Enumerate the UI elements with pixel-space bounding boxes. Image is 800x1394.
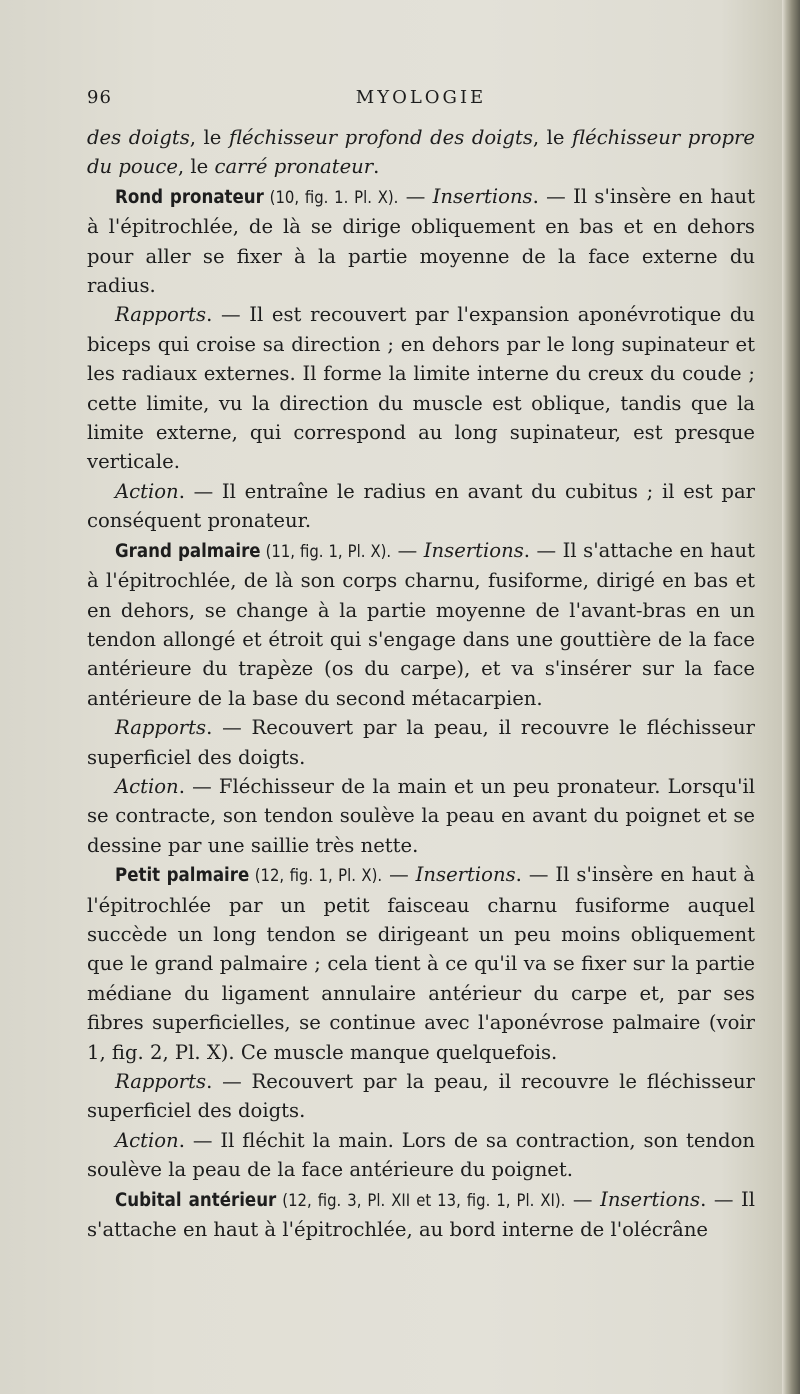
page-edge-shadow [782, 0, 800, 1394]
petit-palmaire-insertions-label: Insertions [415, 863, 516, 887]
rond-pronateur-insertions-label: Insertions [432, 184, 533, 208]
intro-text-7: carré pronateur [214, 155, 374, 179]
petit-palmaire-ref: (12, fig. 1, Pl. X). [249, 866, 383, 886]
rond-pronateur-sep: — [398, 184, 433, 208]
grand-palmaire-rapports-text: . — Recouvert par la peau, il recouvre le fléchisseur superficiel des doigts. [87, 716, 755, 769]
grand-palmaire-heading: Grand palmaire [115, 540, 261, 562]
intro-text-4: , le [532, 126, 573, 149]
grand-palmaire-action [87, 772, 755, 860]
rond-pronateur-rapports [87, 300, 755, 476]
rond-pronateur-rapports-label: Rapports [115, 303, 207, 327]
rond-pronateur-insertions-text: . — Il s'insère en haut à l'épitrochlée, de là se dirige obliquement en bas et en dehors pour aller se fixer à la partie moyenne de la face externe du radius. [87, 184, 755, 298]
cubital-anterieur-insertions-text: . — Il s'attache en haut à l'épitrochlée, au bord interne de l'olécrâne [87, 1187, 755, 1242]
grand-palmaire-rapports-label: Rapports [115, 716, 207, 740]
grand-palmaire-sep: — [391, 538, 424, 562]
petit-palmaire-action [87, 1126, 755, 1185]
rond-pronateur-rapports-text: . — Il est recouvert par l'expansion aponévrotique du biceps qui croise sa direction ; en dehors par le long supinateur et les radiaux externes. Il forme la limite interne du creux du coude ; cette limite, vu la direction du muscle est oblique, tandis que la limite externe, qui correspond au long supinateur, est presque verticale. [87, 303, 755, 474]
petit-palmaire-rapports-label: Rapports [115, 1070, 207, 1093]
petit-palmaire-sep: — [382, 863, 416, 887]
petit-palmaire-heading: Petit palmaire [115, 865, 250, 887]
grand-palmaire-action-label: Action [115, 774, 179, 798]
grand-palmaire-rapports [87, 713, 755, 772]
cubital-anterieur-ref: (12, fig. 3, Pl. XII et 13, fig. 1, Pl. XI). [276, 1190, 566, 1210]
page-number: 96 [87, 87, 112, 108]
petit-palmaire-rapports [87, 1067, 755, 1126]
grand-palmaire-insertions-text: . — Il s'attache en haut à l'épitrochlée, de là son corps charnu, fusiforme, dirigé en bas et en dehors, se change à la partie moyenne de l'avant-bras en un tendon allongé et étroit qui s'engage dans une gouttière de la face antérieure du trapèze (os du carpe), et va s'insérer sur la face antérieure de la base du second métacarpien. [87, 538, 755, 710]
petit-palmaire-insertions [87, 860, 755, 1067]
cubital-anterieur-insertions-label: Insertions [600, 1187, 701, 1211]
rond-pronateur-action-label: Action [115, 479, 179, 503]
grand-palmaire-ref: (11, fig. 1, Pl. X). [260, 541, 392, 561]
rond-pronateur-heading: Rond pronateur [115, 186, 264, 208]
page-header [87, 87, 755, 117]
running-title: MYOLOGIE [355, 87, 487, 108]
cubital-anterieur-sep: — [565, 1187, 601, 1211]
grand-palmaire-insertions [87, 536, 755, 713]
intro-text-8: . [373, 155, 380, 179]
petit-palmaire-rapports-text: . — Recouvert par la peau, il recouvre le fléchisseur superficiel des doigts. [87, 1070, 755, 1123]
grand-palmaire-action-text: . — Fléchisseur de la main et un peu pronateur. Lorsqu'il se contracte, son tendon soulève la peau en avant du poignet et se dessine par une saillie très nette. [87, 774, 755, 857]
rond-pronateur-action-text: . — Il entraîne le radius en avant du cubitus ; il est par conséquent pronateur. [87, 479, 755, 533]
rond-pronateur-ref: (10, fig. 1. Pl. X). [263, 187, 399, 207]
intro-text-3: fléchisseur profond des doigts [228, 126, 533, 149]
body-text [87, 123, 755, 1244]
cubital-anterieur-heading: Cubital antérieur [115, 1189, 277, 1211]
intro-text-5: fléchisseur propre du pouce [87, 126, 755, 179]
cubital-anterieur-insertions [87, 1185, 755, 1245]
intro-paragraph [87, 123, 755, 182]
intro-text-2: , le [189, 126, 229, 149]
rond-pronateur-action [87, 477, 755, 536]
petit-palmaire-action-label: Action [115, 1128, 179, 1152]
petit-palmaire-insertions-text: . — Il s'insère en haut à l'épitrochlée par un petit faisceau charnu fusiforme auquel succède un long tendon se dirigeant un peu moins obliquement que le grand palmaire ; cela tient à ce qu'il va se fixer sur la partie médiane du ligament annulaire antérieur du carpe et, par ses fibres superficielles, se continue avec l'aponévrose palmaire (voir 1, fig. 2, Pl. X). Ce muscle manque quelquefois. [87, 863, 755, 1064]
rond-pronateur-insertions [87, 182, 755, 301]
intro-text-1: des doigts [87, 126, 190, 149]
petit-palmaire-action-text: . — Il fléchit la main. Lors de sa contraction, son tendon soulève la peau de la face antérieure du poignet. [87, 1128, 755, 1182]
grand-palmaire-insertions-label: Insertions [423, 538, 524, 562]
intro-text-6: , le [177, 155, 215, 179]
